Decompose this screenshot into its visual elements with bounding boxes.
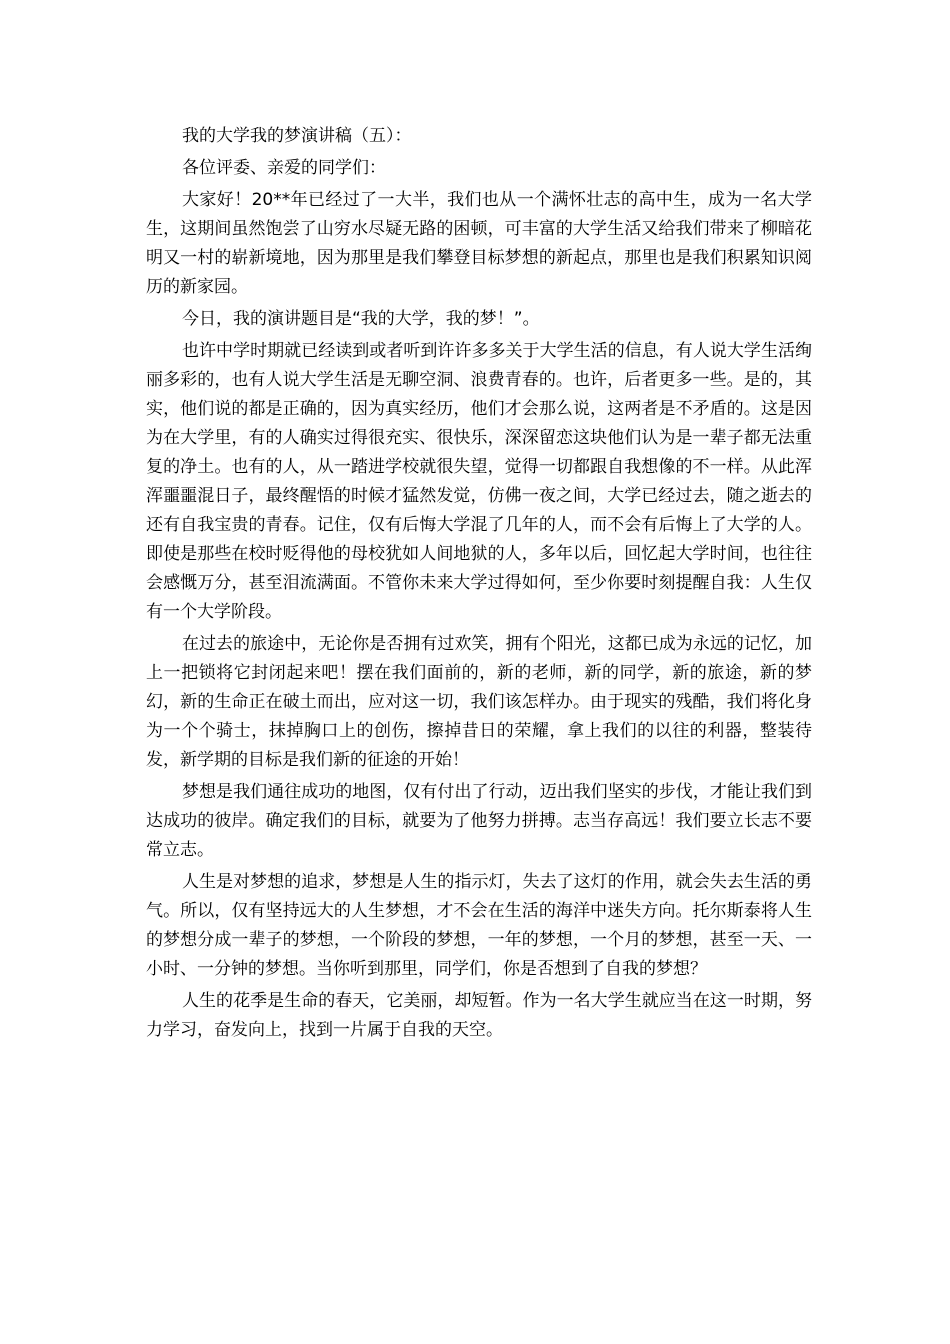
paragraph-7: 人生的花季是生命的春天，它美丽，却短暂。作为一名大学生就应当在这一时期，努力学习，奋发向上，找到一片属于自我的天空。 xyxy=(146,991,812,1040)
salutation: 各位评委、亲爱的同学们： xyxy=(182,158,386,178)
paragraph-1: 大家好！20**年已经过了一大半，我们也从一个满怀壮志的高中生，成为一名大学生，这期间虽然饱尝了山穷水尽疑无路的困顿，可丰富的大学生活又给我们带来了柳暗花明又一村的崭新境地，因为那里是我们攀登目标梦想的新起点，那里也是我们积累知识阅历的新家园。 xyxy=(146,190,812,297)
paragraph-5: 梦想是我们通往成功的地图，仅有付出了行动，迈出我们坚实的步伐，才能让我们到达成功的彼岸。确定我们的目标，就要为了他努力拼搏。志当存高远！我们要立长志不要常立志。 xyxy=(146,782,812,860)
paragraph-2: 今日，我的演讲题目是“我的大学，我的梦！”。 xyxy=(182,309,540,329)
paragraph-3: 也许中学时期就已经读到或者听到许许多多关于大学生活的信息，有人说大学生活绚丽多彩的，也有人说大学生活是无聊空洞、浪费青春的。也许，后者更多一些。是的，其实，他们说的都是正确的，因为真实经历，他们才会那么说，这两者是不矛盾的。这是因为在大学里，有的人确实过得很充实、很快乐，深深留恋这块他们认为是一辈子都无法重复的净土。也有的人，从一踏进学校就很失望，觉得一切都跟自我想像的不一样。从此浑浑噩噩混日子，最终醒悟的时候才猛然发觉，仿佛一夜之间，大学已经过去，随之逝去的还有自我宝贵的青春。记住，仅有后悔大学混了几年的人，而不会有后悔上了大学的人。即使是那些在校时贬得他的母校犹如人间地狱的人，多年以后，回忆起大学时间，也往往会感慨万分，甚至泪流满面。不管你未来大学过得如何，至少你要时刻提醒自我：人生仅有一个大学阶段。 xyxy=(146,341,812,622)
paragraph-6: 人生是对梦想的追求，梦想是人生的指示灯，失去了这灯的作用，就会失去生活的勇气。所以，仅有坚持远大的人生梦想，才不会在生活的海洋中迷失方向。托尔斯泰将人生的梦想分成一辈子的梦想，一个阶段的梦想，一年的梦想，一个月的梦想，甚至一天、一小时、一分钟的梦想。当你听到那里，同学们，你是否想到了自我的梦想？ xyxy=(146,872,812,979)
document-title: 我的大学我的梦演讲稿（五）： xyxy=(182,126,412,146)
paragraph-4: 在过去的旅途中，无论你是否拥有过欢笑，拥有个阳光，这都已成为永远的记忆，加上一把锁将它封闭起来吧！摆在我们面前的，新的老师，新的同学，新的旅途，新的梦幻，新的生命正在破土而出，应对这一切，我们该怎样办。由于现实的残酷，我们将化身为一个个骑士，抹掉胸口上的创伤，擦掉昔日的荣耀，拿上我们的以往的利器，整装待发，新学期的目标是我们新的征途的开始！ xyxy=(146,634,812,770)
document-body xyxy=(146,122,812,1048)
